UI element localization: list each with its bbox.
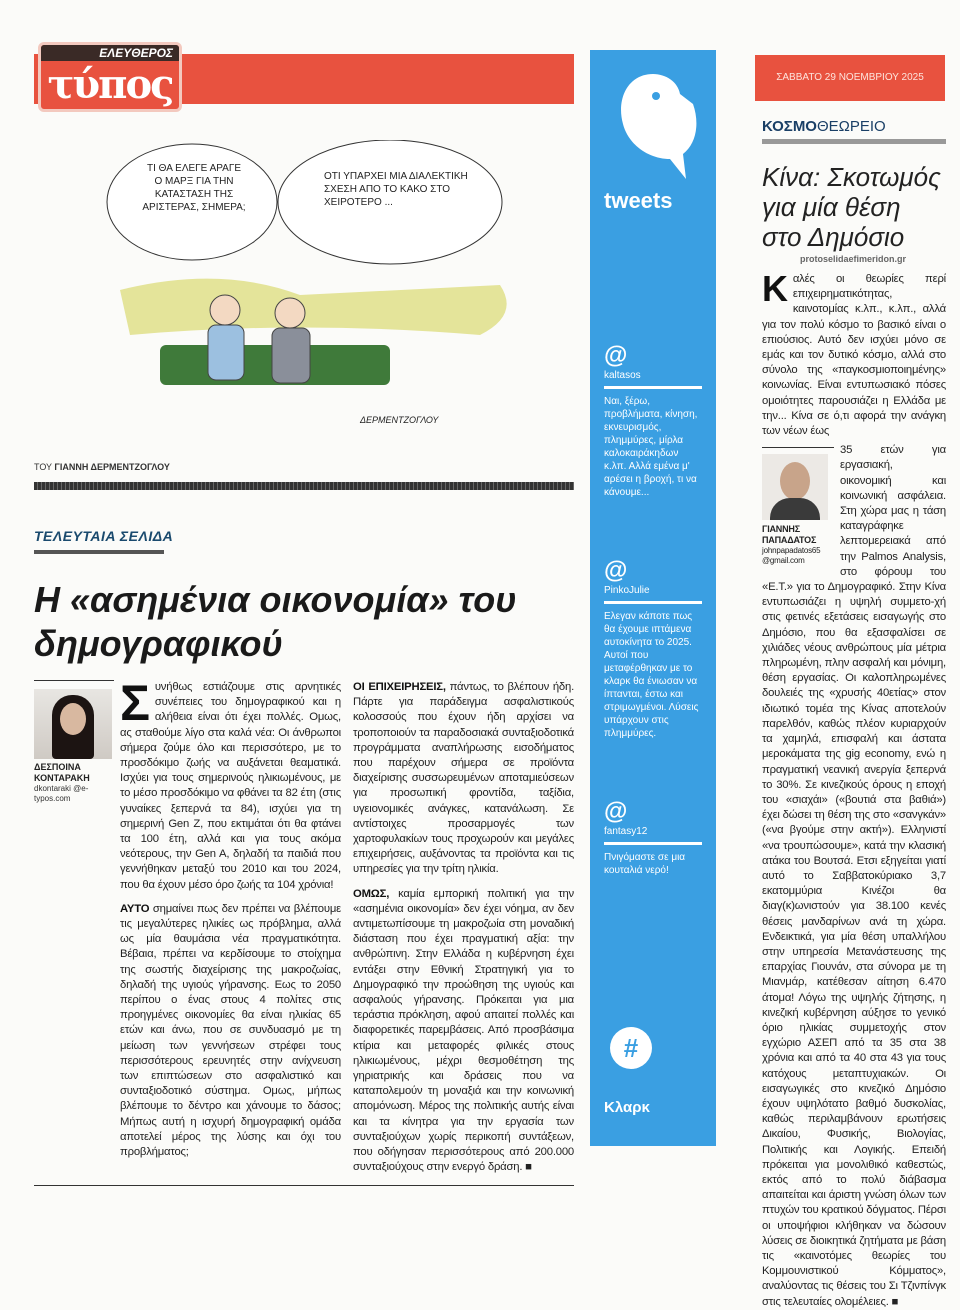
at-icon: @ xyxy=(604,557,628,584)
drop-cap: Κ xyxy=(762,268,788,309)
tweet-user[interactable]: PinkoJulie xyxy=(604,585,650,596)
column-title-bold: ΚΟΣΜΟ xyxy=(762,118,817,135)
speech-text-left: ΤΙ ΘΑ ΕΛΕΓΕ ΑΡΑΓΕ Ο ΜΑΡΞ ΓΙΑ ΤΗΝ ΚΑΤΑΣΤΑΣΗ ΤΗΣ ΑΡΙΣΤΕΡΑΣ, ΣΗΜΕΡΑ; xyxy=(142,163,246,213)
grass-hill xyxy=(120,279,507,335)
kosmo-paragraph-1: αλές οι θεωρίες περί επιχειρηματικότητας, καινοτομίας κ.λπ., κ.λπ., αλλά για τον πολύ κόσμο το βασικό είναι ο επιούσιος. Αυτό δεν ισχύει μόνο σε εμάς και τον δυτικό κόσμο, αλλά στο σύνολο της «παγκοσμιοποιημένης» κοινωνίας. Είναι εντυπωσιακό πόσες ομοιότητες παρουσιάζει η Ελλάδα με την... Κίνα σε ό,τι αφορά την ανάγκη των νέων έως xyxy=(762,273,946,438)
drop-cap: Σ xyxy=(120,675,150,731)
tweet-2 xyxy=(604,559,702,740)
column-title-rule xyxy=(762,139,946,144)
masthead xyxy=(34,42,574,114)
paragraph-2: σημαίνει πως δεν πρέπει να βλέπουμε τις μεγαλύτερες ηλικίες ως πρόβλημα, αλλά ως μία θαυμάσια νέα πραγματικότητα. Βέβαια, πρέπει να κερδίσουμε το στοίχημα της σωστής διαχείρισης της μακροζωίας, δηλαδή της υγιούς γήρανσης. Εως το 2050 περίπου ο ένας στους 4 πολίτες στις προηγμένες οικονομίες θα είναι ηλικίας 65 ετών και άνω, που σε συνδυασμό με τη μείωση των γεννήσεων στρέφει τους περισσότερους ερευνητές στην ανίχνευση των επιπτώσεων στο ασφαλιστικό και συνταξιοδοτικό σύστημα. Ομως, μήπως βλέπουμε το δέντρο και χάνουμε το δάσος; Μήπως αυτή η ισχυρή δημογραφική ομάδα αποτελεί μέρος της λύσης και όχι του προβλήματος; xyxy=(120,902,341,1159)
tweets-column xyxy=(590,50,716,1146)
kosmo-headline: Κίνα: Σκοτωμός για μία θέση στο Δημόσιο xyxy=(762,162,941,252)
cartoonist-signature: ΔΕΡΜΕΝΤΖΟΓΛΟΥ xyxy=(360,415,439,425)
column-title-light: ΘΕΩΡΕΙΟ xyxy=(816,118,886,135)
author-email: dkontaraki @e-typos.com xyxy=(34,784,89,803)
man-left-head xyxy=(210,295,240,325)
tweet-text: Ναι, ξέρω, προβλήματα, κίνηση, εκνευρισμός, πλημμύρες, μίρλα καλοκαιράκηδων κ.λπ. Αλλά εμένα μ' αρέσει η βροχή, τι να κάνουμε... xyxy=(604,396,698,498)
cartoon-caption xyxy=(34,462,574,472)
left-page xyxy=(34,42,574,1186)
kosmo-body xyxy=(762,268,946,1310)
logo-top: ΕΛΕΥΘΕΡΟΣ xyxy=(41,45,179,61)
author-box xyxy=(34,680,114,804)
issue-date: ΣΑΒΒΑΤΟ 29 ΝΟΕΜΒΡΙΟΥ 2025 xyxy=(755,55,945,101)
paragraph-3-lead: ΟΙ ΕΠΙΧΕΙΡΗΣΕΙΣ, xyxy=(353,681,446,693)
hashtag-label[interactable]: Κλαρκ xyxy=(604,1099,650,1116)
kosmo-paragraph-3: χή στις φετινές εξετάσεις εισαγωγής στο Δημόσιο, που θα εξασφαλίσει σε χιλιάδες νέους ανθρώπους μία μέτρια πληρωμένη, πλην ασφαλή και μόνιμη, θέση εργασίας. Οι καλοπληρωμένες δουλειές της «χρυσής 40ετίας» στον ιδιωτικό τομέα της Κίνας αποτελούν παρελθόν, καθώς πλέον κυριαρχούν τα χαμηλά, επισφαλή και άστατα μεροκάματα της gig economy, ενώ η πραγματική νεανική ανεργία ξεπερνά το 30%. Σε κινεζικούς όρους η εποχή του «σιαχάι» («βουτιά στα βαθιά») έχει δώσει τη θέση της στο «σανγκάν» («να βγούμε στην ακτή»). Ελληνιστί «να τρουπώσουμε», κατά την κλασική ατάκα του Βουτσά. Ετσι εξηγείται γιατί αυτό το Σαββατοκύριακο 3,7 εκατομμύρια Κινέζοι θα διαγ(κ)ωνιστούν για 38.100 κενές θέσεις μανδαρίνων ανά τη χώρα. Ενδεικτικά, για μία θέση υπαλλήλου στην υπηρεσία Μετανάστευσης της επαρχίας Γιουνάν, στα σύνορα με τη Μιανμάρ, κατέθεσαν αίτηση 6.470 άτομα! Λόγω της υψηλής ζήτησης, η κινεζική κυβέρνηση αύξησε το γενικό όριο ηλικίας συμμετοχής στον εγχώριο ΑΣΕΠ από τα 35 στα 38 χρόνια και από τα 40 στα 43 για τους κατόχους μεταπτυχιακών. Οι εισαγωγικές στο κινεζικό Δημόσιο έχουν υψηλότατο βαθμό δυσκολίας, καθώς περιλαμβάνουν ερωτήσεις Δικαίου, Φυσικής, Βιολογίας, Πολιτικής και Λογικής. Επειδή πρόκειται για μονολιθικό καθεστώς, εκτός από το πολύ διάβασμα απαιτείται και άριστη γνώση όλων των πτυχών του κρατικού δόγματος. Πέρσι οι υποψήφιοι κλήθηκαν να δώσουν λύσεις σε διοικητικά ζητήματα με βάση τις «καινοτόμες θεωρίες του Κομμουνιστικού Κόμματος», αναλύοντας τις θέσεις του Σι Τζινπίνγκ στις τελευταίες ολομέλειες. ■ xyxy=(762,596,946,1308)
footer-rule xyxy=(34,1185,574,1186)
author-name: ΓΙΑΝΝΗΣ ΠΑΠΑΔΑΤΟΣ xyxy=(762,524,817,546)
at-icon: @ xyxy=(604,342,628,369)
at-icon: @ xyxy=(604,798,628,825)
kosmo-paragraph-2: 35 ετών για εργασιακή, οικονομική και κοινωνική ασφάλεια. Στη χώρα μας η τάση καταγράφηκε λεπτομερειακά από την Palmos Analysis, στο φόρουμ του «Ε.Τ.» για το Δημογραφικό. Στην Κίνα εντυπωσιάζει η υψηλή συμμετο- xyxy=(762,444,946,609)
paragraph-1: υνήθως εστιάζουμε στις αρνητικές συνέπειες του δημογραφικού και η αλήθεια είναι ότι έχει πολλές. Ομως, ας σταθούμε λίγο στα καλά νέα: Οι άνθρωποι σήμερα ζούμε όλο και περισσότερο, με το προσδόκιμο ζωής να αυξάνεται θεαματικά. Ισχύει για τους σημερινούς ηλικιωμένους, με το μέσο προσδόκιμο να φθάνει τα 82 έτη (στις γυναίκες ξεπερνά τα 84), ισχύει για τη σημερινή Gen Z, που εκτιμάται ότι θα φτάνει τα 100 έτη, αλλά και για τους ακόμα νεότερους, την Gen A, δηλαδή τα παιδιά που γεννήθηκαν μεταξύ του 2010 και του 2024, που θα έχουν μέσο όρο ζωής τα 104 χρόνια! xyxy=(120,681,341,891)
section-label: ΤΕΛΕΥΤΑΙΑ ΣΕΛΙΔΑ xyxy=(34,528,174,544)
tweet-text: Πνιγόμαστε σε μια κουταλιά νερό! xyxy=(604,852,686,876)
author-email: johnpapadatos65 @gmail.com xyxy=(762,546,821,566)
article-columns xyxy=(120,675,575,1177)
divider xyxy=(34,482,574,490)
paragraph-2-lead: ΑΥΤΟ xyxy=(120,902,150,915)
hashtag-icon: # xyxy=(610,1027,652,1069)
caption-name: ΓΙΑΝΝΗ ΔΕΡΜΕΝΤΖΟΓΛΟΥ xyxy=(54,462,170,472)
tweet-text: Ελεγαν κάποτε πως θα έχουμε ιπτάμενα αυτοκίνητα το 2025. Αυτοί που μεταφέρθηκαν με το κλαρκ θα ένιωσαν να ίπτανται, έστω και στριμωγμένοι. Λύσεις υπάρχουν στις πλημμύρες. xyxy=(604,611,699,739)
tweet-user[interactable]: kaltasos xyxy=(604,370,641,381)
tweet-user[interactable]: fantasy12 xyxy=(604,826,648,837)
speech-text-right: ΟΤΙ ΥΠΑΡΧΕΙ ΜΙΑ ΔΙΑΛΕΚΤΙΚΗ ΣΧΕΣΗ ΑΠΟ ΤΟ ΚΑΚΟ ΣΤΟ ΧΕΙΡΟΤΕΡΟ ... xyxy=(324,171,468,208)
cartoon xyxy=(34,140,574,460)
kosmo-author-box xyxy=(762,447,834,566)
face-shape xyxy=(780,462,810,500)
paragraph-3: πάντως, το βλέπουν ήδη. Πάρτε για παράδειγμα ασφαλιστικούς κολοσσούς που έχουν ήδη αρχίσει να τροποποιούν τα παραδοσιακά συνταξιοδοτικά προγράμματα αναπλήρωσης εισοδήματος που παρέχουν σήμερα σε προϊόντα διαχείρισης συσσωρευμένων αποταμιεύσεων για προσωπική φροντίδα, ταξίδια, υγειονομικές ανάγκες, κατανάλωση. Σε αντίστοιχες προσαρμογές των χαρτοφυλακίων τους προχωρούν και μεγάλες επιχειρήσεις, αυξάνοντας τα προϊόντα και τις υπηρεσίες για την τρίτη ηλικία. xyxy=(353,681,575,876)
tweet-divider xyxy=(604,386,702,389)
caption-prefix: ΤΟΥ xyxy=(34,462,52,472)
tweet-divider xyxy=(604,601,702,604)
newspaper-logo xyxy=(38,42,182,112)
logo-main: τύπος xyxy=(47,61,173,108)
tweet-divider xyxy=(604,842,702,845)
author-photo xyxy=(34,689,112,759)
face-shape xyxy=(60,703,86,735)
author-name: ΔΕΣΠΟΙΝΑ ΚΟΝΤΑΡΑΚΗ xyxy=(34,762,90,783)
man-right-body xyxy=(272,328,310,383)
tweet-1 xyxy=(604,344,702,499)
bird-logo-icon xyxy=(608,64,698,184)
man-right-head xyxy=(275,298,305,328)
shirt-shape xyxy=(770,498,820,520)
tweets-title: tweets xyxy=(604,188,673,213)
author-rule xyxy=(34,680,114,681)
man-left-body xyxy=(208,325,244,380)
paragraph-4-lead: ΟΜΩΣ, xyxy=(353,887,390,900)
watermark: protoselidaefimeridon.gr xyxy=(800,254,907,264)
column-title xyxy=(762,118,945,135)
article-headline: Η «ασημένια οικονομία» του δημογραφικού xyxy=(34,579,517,664)
author-rule xyxy=(762,447,834,448)
author-photo xyxy=(762,454,828,520)
article-body xyxy=(34,675,575,1177)
tweet-3 xyxy=(604,800,702,877)
paragraph-4: καμία εμπορική πολιτική για την «ασημένια οικονομία» δεν έχει νόημα, αν δεν αντιμετωπίσουμε τη μακροζωία στη μοναδική διάσταση που έχει πραγματική αξία: την ανθρώπινη. Στην Ελλάδα η κυβέρνηση έχει εντάξει στην Εθνική Στρατηγική για το Δημογραφικό την προώθηση της υγιούς και ασφαλούς γήρανσης. Πρόκειται για μια τεράστια πρόκληση, αφού απαιτεί πολλές και διαφορετικές παρεμβάσεις. Από προσβάσιμα κτίρια και μεταφορές φιλικές στους ηλικιωμένους, μέχρι θεσμοθέτηση της γηριατρικής και δράσεις που να καταπολεμούν τη μοναξιά και την κοινωνική απομόνωση. Μέρος της πολιτικής αυτής είναι και τα κίνητρα για την εργασία των συνταξιούχων χωρίς περικοπή συντάξεων, που οδήγησαν περισσότερους από 200.000 συνταξιούχους στην ενεργό δράση. ■ xyxy=(353,887,574,1174)
section-underline xyxy=(34,550,164,554)
kosmo-column xyxy=(755,55,945,1310)
